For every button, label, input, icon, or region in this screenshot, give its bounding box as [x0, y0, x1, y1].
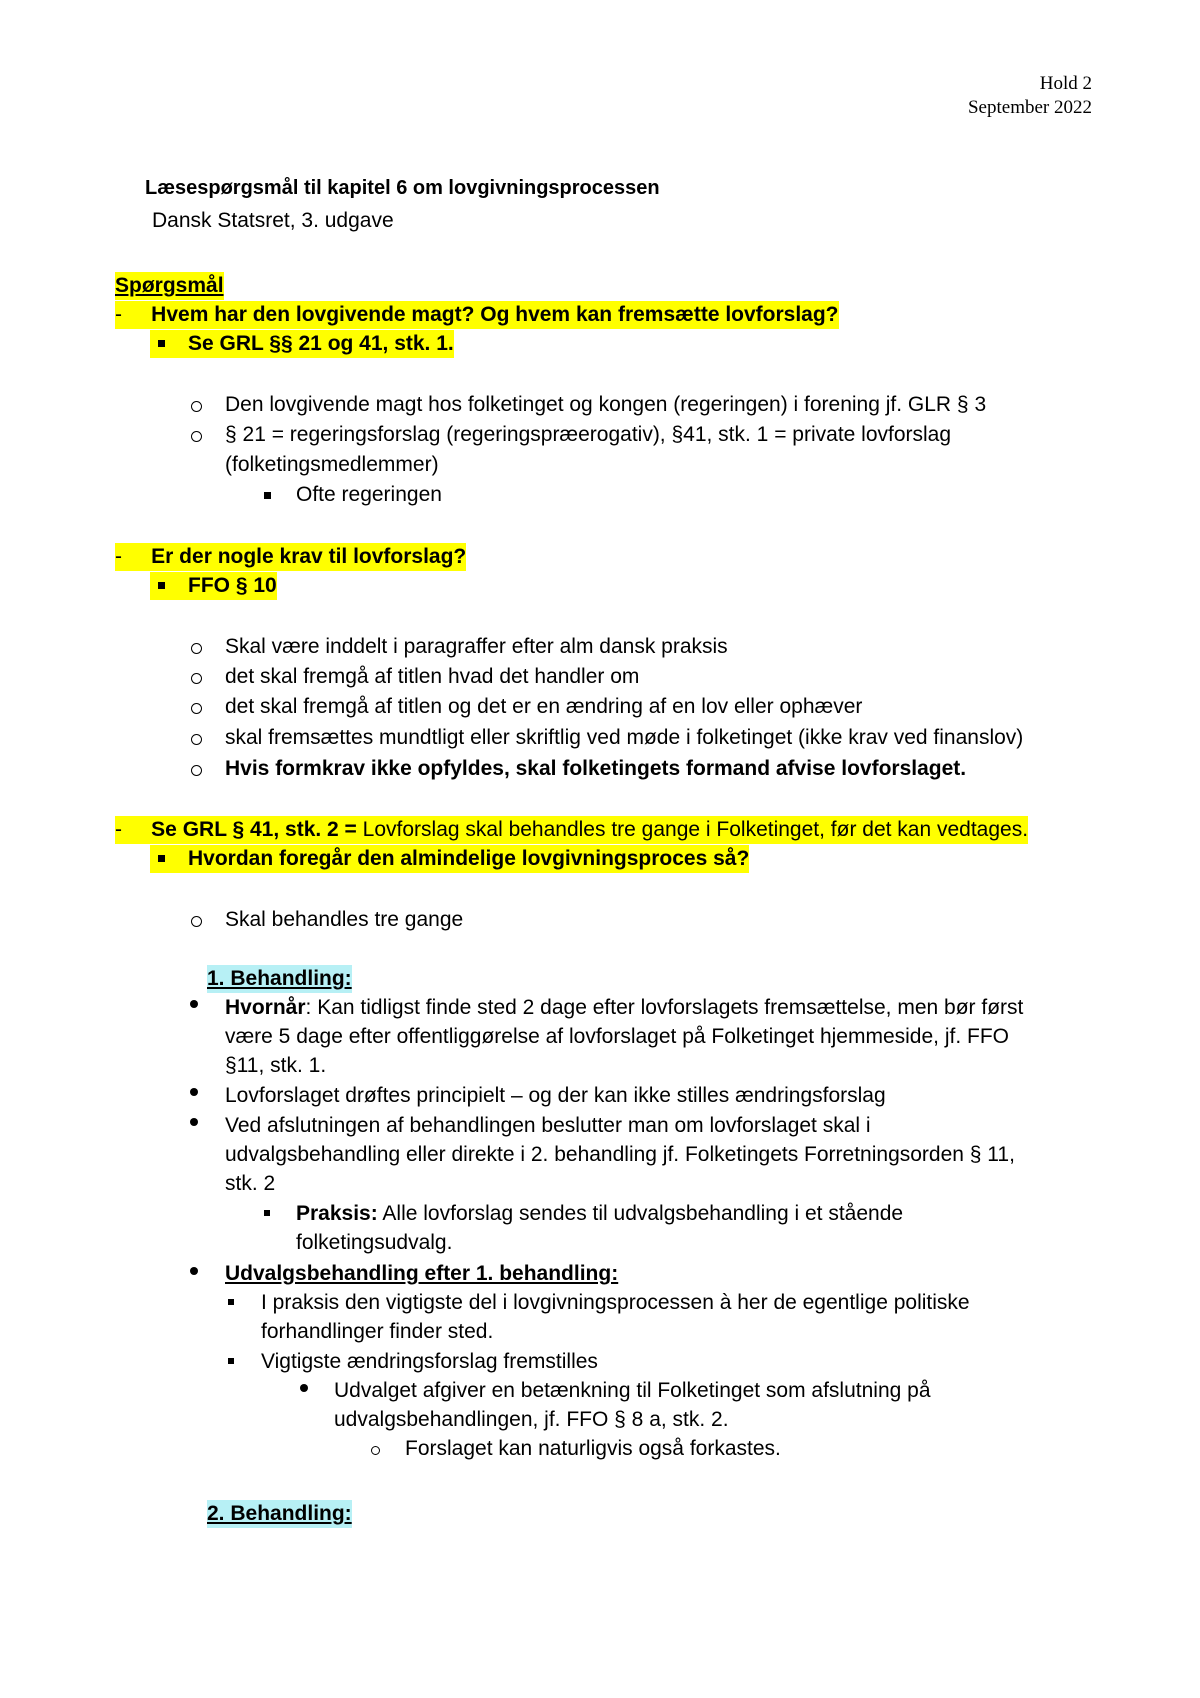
q1-point-2: § 21 = regeringsforslag (regeringspræerogativ), §41, stk. 1 = private lovforslag — [225, 423, 952, 446]
q2-point-1: Skal være inddelt i paragraffer efter alm dansk praksis — [225, 635, 728, 658]
section-heading: Spørgsmål — [115, 272, 224, 300]
square-bullet-icon — [158, 340, 165, 347]
question-2-row — [115, 543, 466, 571]
dash-marker: - — [115, 545, 152, 568]
praksis-line-1 — [296, 1200, 903, 1228]
q2-point-3: det skal fremgå af titlen og det er en ændring af en lov eller ophæver — [225, 695, 863, 718]
circle-bullet-icon — [191, 703, 202, 714]
q2-point-2: det skal fremgå af titlen hvad det handler om — [225, 665, 640, 688]
afslutning-line-2: udvalgsbehandling eller direkte i 2. behandling jf. Folketingets Forretningsorden § 11, — [225, 1143, 1015, 1166]
hvornaar-text: : Kan tidligst finde sted 2 dage efter lovforslagets fremsættelse, men bør først — [305, 996, 1024, 1019]
dash-marker: - — [115, 818, 152, 841]
circle-bullet-icon — [191, 431, 202, 442]
question-3-ref-rest: Lovforslag skal behandles tre gange i Folketinget, før det kan vedtages. — [356, 818, 1029, 841]
betaenkning-line-2: udvalgsbehandlingen, jf. FFO § 8 a, stk. 2. — [334, 1408, 729, 1431]
question-1-ref: Se GRL §§ 21 og 41, stk. 1. — [188, 332, 454, 355]
header-date: September 2022 — [967, 97, 1092, 118]
forkastes-line: Forslaget kan naturligvis også forkastes. — [405, 1437, 781, 1460]
circle-bullet-icon — [191, 643, 202, 654]
question-1: Hvem har den lovgivende magt? Og hvem kan fremsætte lovforslag? — [151, 303, 839, 326]
udvalg-point-1-cont: forhandlinger finder sted. — [261, 1320, 494, 1343]
hvornaar-label: Hvornår — [225, 996, 306, 1019]
q1-point-2-cont: (folketingsmedlemmer) — [225, 453, 439, 476]
circle-bullet-icon — [191, 916, 202, 927]
bullet-dot-icon — [300, 1384, 308, 1392]
droeftes-line: Lovforslaget drøftes principielt – og der kan ikke stilles ændringsforslag — [225, 1084, 886, 1107]
afslutning-line-1: Ved afslutningen af behandlingen beslutter man om lovforslaget skal i — [225, 1114, 871, 1137]
q2-point-5: Hvis formkrav ikke opfyldes, skal folketingets formand afvise lovforslaget. — [225, 757, 967, 780]
document-title: Læsespørgsmål til kapitel 6 om lovgivningsprocessen — [145, 177, 660, 199]
hvornaar-line-1 — [225, 994, 1023, 1022]
question-1-ref-row — [150, 330, 454, 358]
afslutning-line-3: stk. 2 — [225, 1172, 276, 1195]
behandling-2-heading: 2. Behandling: — [207, 1500, 352, 1528]
udvalg-point-2: Vigtigste ændringsforslag fremstilles — [261, 1350, 598, 1373]
header-hold: Hold 2 — [1039, 73, 1092, 94]
udvalg-heading: Udvalgsbehandling efter 1. behandling: — [225, 1262, 619, 1285]
q1-sub-point: Ofte regeringen — [296, 483, 442, 506]
question-2: Er der nogle krav til lovforslag? — [151, 545, 467, 568]
circle-bullet-icon — [191, 401, 202, 412]
question-3-row — [115, 816, 1028, 844]
bullet-dot-icon — [190, 1088, 198, 1096]
square-bullet-icon — [264, 492, 271, 499]
betaenkning-line-1: Udvalget afgiver en betænkning til Folketinget som afslutning på — [334, 1379, 931, 1402]
behandling-1-heading: 1. Behandling: — [207, 965, 352, 993]
praksis-text: Alle lovforslag sendes til udvalgsbehandling i et stående — [377, 1202, 904, 1225]
udvalg-point-1: I praksis den vigtigste del i lovgivningsprocessen à her de egentlige politiske — [261, 1291, 970, 1314]
circle-bullet-icon — [191, 673, 202, 684]
square-bullet-icon — [264, 1210, 270, 1216]
circle-bullet-icon — [191, 765, 202, 776]
document-subtitle: Dansk Statsret, 3. udgave — [152, 209, 394, 232]
circle-bullet-icon — [191, 734, 202, 745]
bullet-dot-icon — [190, 1267, 198, 1275]
bullet-dot-icon — [190, 1118, 198, 1126]
question-3-row-2 — [150, 845, 749, 873]
hvornaar-line-3: §11, stk. 1. — [225, 1054, 327, 1077]
praksis-line-2: folketingsudvalg. — [296, 1231, 453, 1254]
question-2-ref-row — [150, 572, 277, 600]
circle-bullet-icon — [371, 1446, 380, 1455]
square-bullet-icon — [228, 1299, 234, 1305]
question-2-ref: FFO § 10 — [188, 574, 277, 597]
dash-marker: - — [115, 303, 152, 326]
question-3-ref-bold: Se GRL § 41, stk. 2 = — [151, 818, 357, 841]
bullet-dot-icon — [190, 1000, 198, 1008]
square-bullet-icon — [158, 582, 165, 589]
q1-point-1: Den lovgivende magt hos folketinget og kongen (regeringen) i forening jf. GLR § 3 — [225, 393, 987, 416]
q2-point-4: skal fremsættes mundtligt eller skriftlig ved møde i folketinget (ikke krav ved finanslov) — [225, 726, 1024, 749]
square-bullet-icon — [158, 855, 165, 862]
praksis-label: Praksis: — [296, 1202, 378, 1225]
question-3: Hvordan foregår den almindelige lovgivningsproces så? — [188, 847, 750, 870]
square-bullet-icon — [228, 1358, 234, 1364]
hvornaar-line-2: være 5 dage efter offentliggørelse af lovforslaget på Folketinget hjemmeside, jf. FFO — [225, 1025, 1009, 1048]
question-1-row — [115, 301, 839, 329]
q3-point: Skal behandles tre gange — [225, 908, 464, 931]
